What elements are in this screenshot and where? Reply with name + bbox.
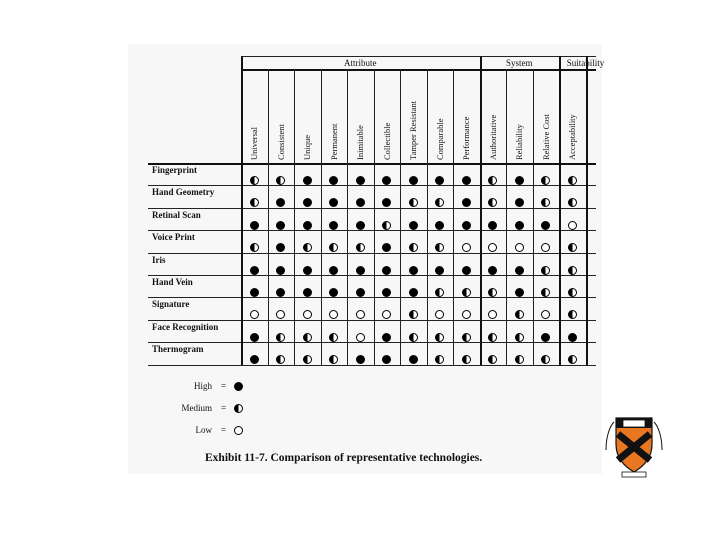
rating-high-icon [356,266,365,275]
rating-low-icon [515,243,524,252]
rating-medium-icon [276,355,285,364]
rating-high-icon [329,198,338,207]
column-header: Reliability [514,124,524,160]
rating-low-icon [541,310,550,319]
rating-high-icon [250,266,259,275]
column-divider [427,69,428,365]
rating-medium-icon [462,355,471,364]
header-bottom-border [148,163,596,165]
rating-low-icon [488,243,497,252]
rating-medium-icon [541,288,550,297]
rating-low-icon [382,310,391,319]
row-divider [148,297,596,298]
rating-medium-icon [462,333,471,342]
column-divider [374,69,375,365]
rating-medium-icon [250,176,259,185]
rating-high-icon [435,266,444,275]
rating-low-icon [488,310,497,319]
rating-high-icon [303,198,312,207]
column-divider [506,69,507,365]
row-label: Hand Vein [152,277,193,287]
row-divider [148,208,596,209]
rating-high-icon [303,266,312,275]
rating-high-icon [382,355,391,364]
rating-low-icon [435,310,444,319]
row-label: Voice Print [152,232,195,243]
row-divider [148,342,596,343]
rating-medium-icon [329,355,338,364]
group-border [241,56,243,365]
rating-high-icon [329,221,338,230]
rating-high-icon [303,176,312,185]
rating-low-icon [462,243,471,252]
rating-high-icon [541,221,550,230]
rating-medium-icon [435,288,444,297]
rating-medium-icon [515,355,524,364]
column-header: Comparable [434,118,445,160]
rating-high-icon [382,266,391,275]
rating-high-icon [276,243,285,252]
rating-high-icon [329,288,338,297]
rating-low-icon [250,310,259,319]
row-label: Hand Geometry [152,187,215,198]
rating-medium-icon [488,288,497,297]
rating-high-icon [303,221,312,230]
column-divider [347,69,348,365]
row-divider [148,275,596,276]
rating-high-icon [250,221,259,230]
rating-medium-icon [568,288,577,297]
princeton-shield-icon [604,414,664,480]
rating-medium-icon [541,266,550,275]
rating-high-icon [409,355,418,364]
rating-medium-icon [250,243,259,252]
rating-high-icon [462,176,471,185]
group-header-attribute: Attribute [344,58,377,68]
rating-medium-icon [488,355,497,364]
rating-high-icon [462,198,471,207]
column-divider [321,69,322,365]
column-header: Performance [461,116,471,160]
rating-high-icon [515,176,524,185]
group-header-system: System [505,58,533,68]
group-border [559,56,561,365]
rating-medium-icon [515,310,524,319]
rating-high-icon [409,221,418,230]
rating-medium-icon [435,198,444,207]
rating-high-icon [515,288,524,297]
legend-high-icon [234,382,243,391]
rating-low-icon [329,310,338,319]
exhibit-caption: Exhibit 11-7. Comparison of representative technologies. [205,452,483,464]
rating-high-icon [462,221,471,230]
rating-medium-icon [568,198,577,207]
row-label: Fingerprint [152,165,197,175]
rating-high-icon [356,176,365,185]
rating-low-icon [356,333,365,342]
legend-label: Medium [181,403,212,413]
rating-low-icon [462,310,471,319]
rating-medium-icon [329,243,338,252]
rating-medium-icon [303,355,312,364]
row-divider [148,253,596,254]
rating-high-icon [541,333,550,342]
rating-low-icon [541,243,550,252]
rating-high-icon [435,221,444,230]
column-divider [453,69,454,365]
rating-high-icon [409,288,418,297]
group-border [586,56,588,365]
legend-equals: = [221,381,227,391]
rating-high-icon [409,176,418,185]
rating-high-icon [250,288,259,297]
rating-high-icon [356,198,365,207]
rating-high-icon [250,333,259,342]
rating-high-icon [276,198,285,207]
rating-high-icon [276,288,285,297]
column-header: Unique [302,134,312,160]
rating-high-icon [329,176,338,185]
rating-medium-icon [568,176,577,185]
rating-high-icon [568,333,577,342]
rating-high-icon [488,221,497,230]
rating-low-icon [303,310,312,319]
rating-high-icon [409,266,418,275]
row-divider [148,365,596,366]
row-label: Iris [152,254,166,265]
rating-medium-icon [568,355,577,364]
rating-high-icon [382,176,391,185]
rating-high-icon [435,176,444,185]
column-divider [400,69,401,365]
rating-medium-icon [462,288,471,297]
rating-medium-icon [568,310,577,319]
rating-medium-icon [329,333,338,342]
rating-high-icon [515,198,524,207]
rating-medium-icon [435,355,444,364]
rating-high-icon [356,288,365,297]
legend-equals: = [221,425,227,435]
rating-high-icon [250,355,259,364]
rating-high-icon [515,221,524,230]
rating-medium-icon [541,198,550,207]
rating-high-icon [303,288,312,297]
rating-medium-icon [568,266,577,275]
rating-medium-icon [435,333,444,342]
column-header: Authoritative [487,114,498,160]
rating-high-icon [382,243,391,252]
legend-medium-icon [234,404,243,413]
column-header: Permanent [328,123,339,160]
rating-high-icon [382,333,391,342]
rating-high-icon [329,266,338,275]
column-divider [294,69,295,365]
rating-low-icon [276,310,285,319]
rating-high-icon [462,266,471,275]
row-label: Thermogram [152,344,204,355]
rating-medium-icon [303,243,312,252]
legend-label: Low [195,425,212,435]
rating-high-icon [356,221,365,230]
rating-low-icon [568,221,577,230]
rating-medium-icon [409,310,418,319]
rating-medium-icon [488,176,497,185]
column-divider [268,69,269,365]
group-border [480,56,482,365]
rating-high-icon [488,266,497,275]
rating-medium-icon [409,198,418,207]
legend-equals: = [221,403,227,413]
column-header: Relative Cost [540,113,551,160]
column-header: Collectible [381,122,392,160]
rating-medium-icon [515,333,524,342]
rating-medium-icon [541,176,550,185]
rating-high-icon [276,221,285,230]
rating-medium-icon [568,243,577,252]
column-divider [533,69,534,365]
group-header-suitability: Suitability [566,58,605,68]
column-header: Acceptability [567,114,577,160]
rating-medium-icon [435,243,444,252]
rating-medium-icon [250,198,259,207]
column-header: Inimitable [355,125,365,160]
rating-high-icon [382,288,391,297]
row-divider [148,185,596,186]
row-divider [148,230,596,231]
rating-medium-icon [356,243,365,252]
rating-medium-icon [409,243,418,252]
row-label: Face Recognition [152,321,219,332]
column-header: Tamper Resistant [408,100,418,160]
rating-medium-icon [382,221,391,230]
rating-medium-icon [276,333,285,342]
rating-medium-icon [409,333,418,342]
rating-high-icon [382,198,391,207]
row-divider [148,320,596,321]
rating-high-icon [515,266,524,275]
column-header: Consistent [275,124,286,160]
column-header: Universal [249,126,259,160]
rating-high-icon [276,266,285,275]
rating-medium-icon [488,333,497,342]
legend-label: High [194,381,212,391]
rating-medium-icon [541,355,550,364]
rating-high-icon [356,355,365,364]
row-label: Retinal Scan [152,209,201,220]
rating-medium-icon [276,176,285,185]
rating-medium-icon [488,198,497,207]
row-label: Signature [152,299,190,310]
rating-medium-icon [303,333,312,342]
rating-low-icon [356,310,365,319]
legend-low-icon [234,426,243,435]
